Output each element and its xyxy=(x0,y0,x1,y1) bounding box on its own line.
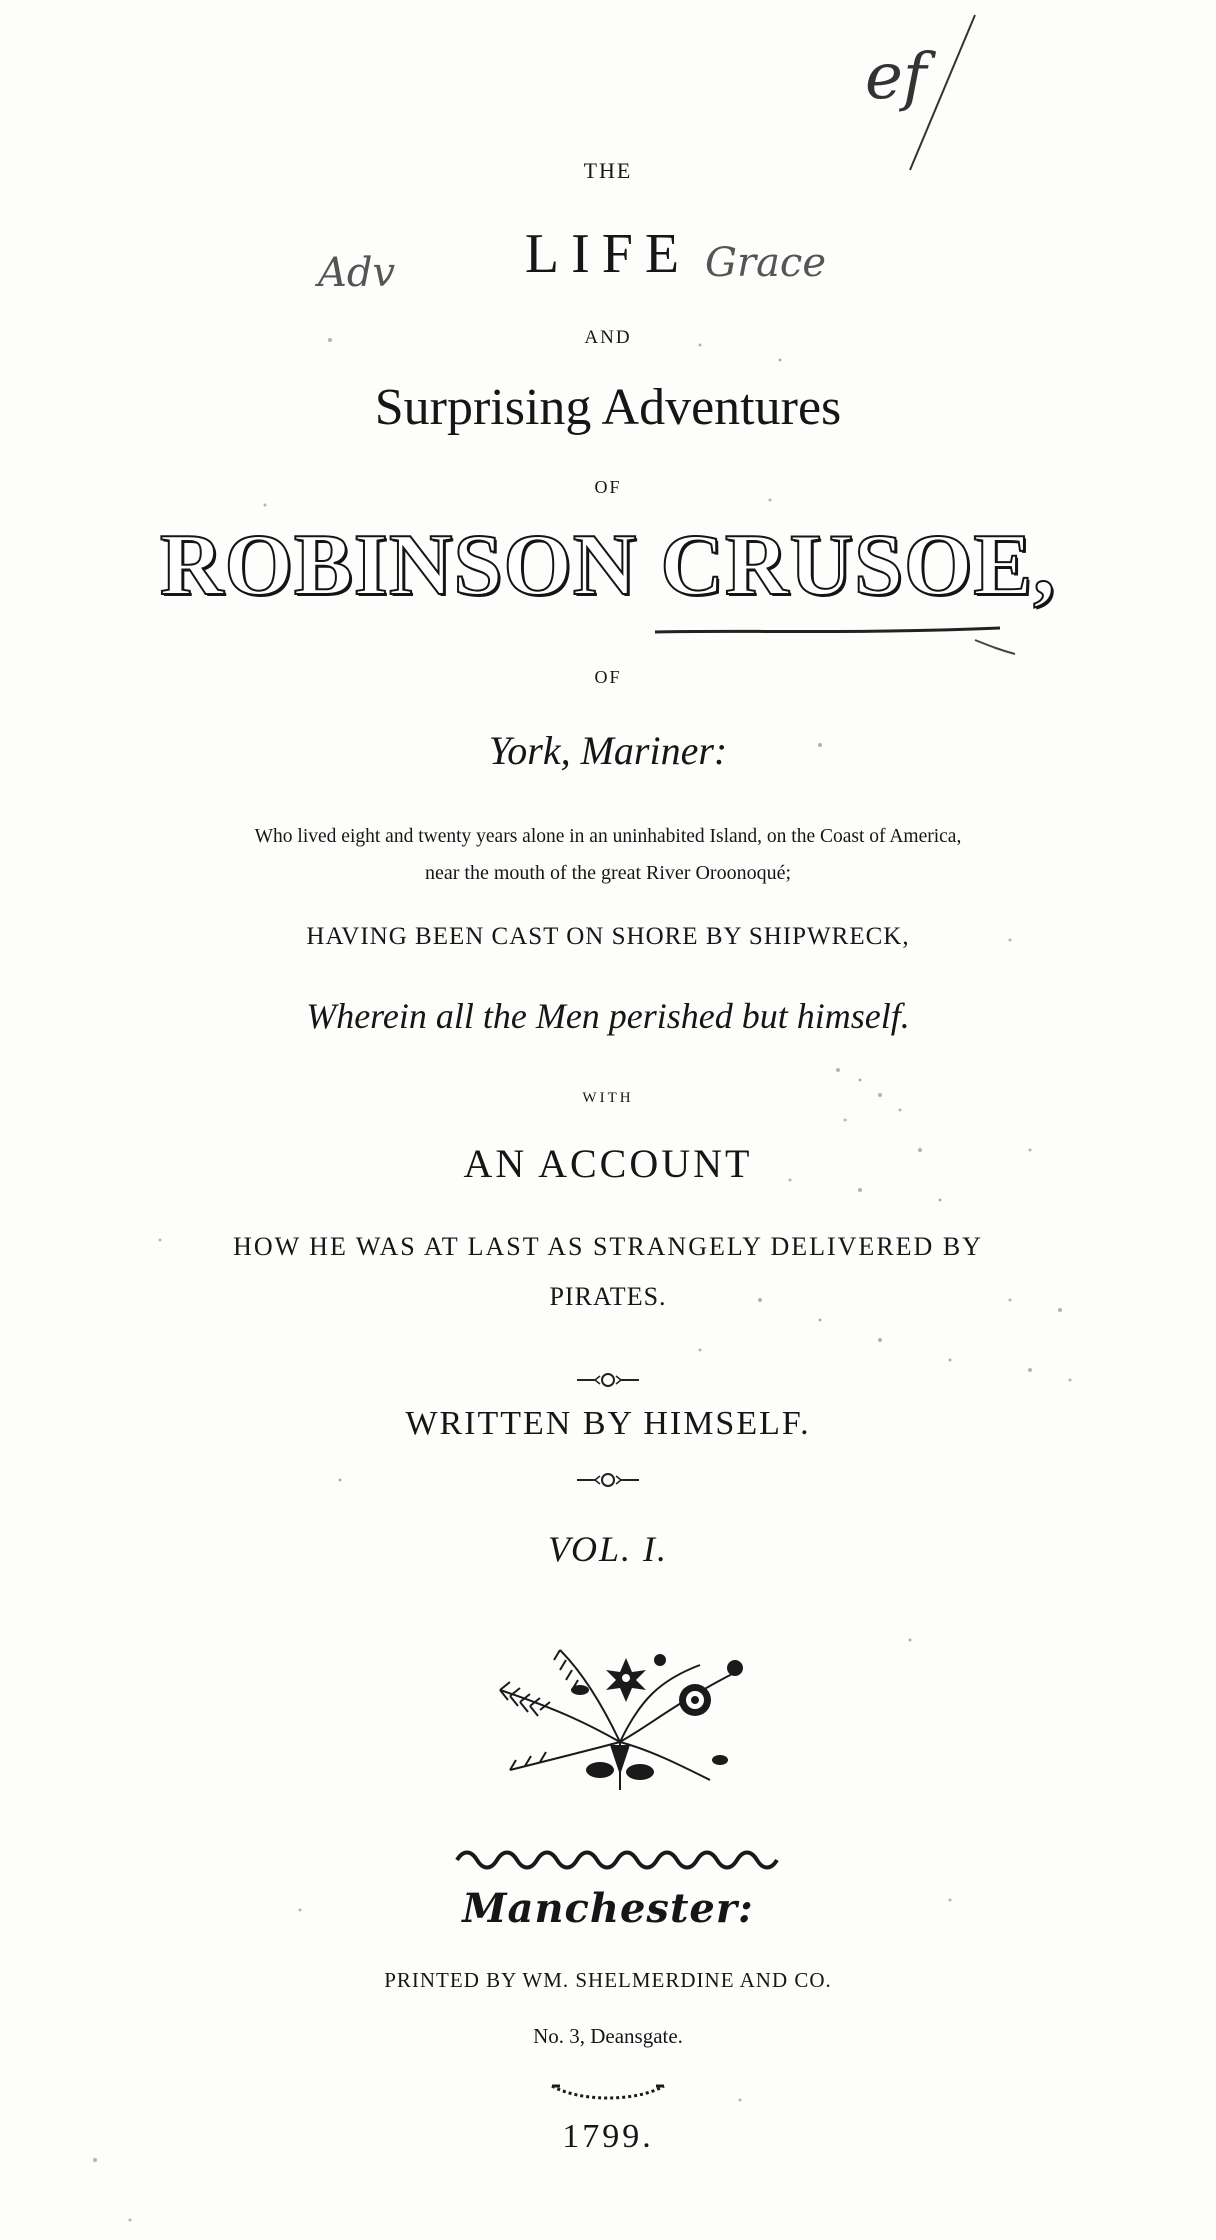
title-the: THE xyxy=(583,158,633,183)
volume-line: VOL. I. xyxy=(548,1529,668,1569)
shipwreck-line: HAVING BEEN CAST ON SHORE BY SHIPWRECK, xyxy=(306,923,910,950)
handwritten-note-left: Adv xyxy=(318,250,396,296)
title-york-mariner: York, Mariner: xyxy=(488,728,728,773)
title-robinson-crusoe: ROBINSON CRUSOE, xyxy=(159,517,1057,614)
handwritten-note-right: Grace xyxy=(705,240,826,286)
handwritten-initials: ef xyxy=(865,40,927,114)
how-he-was-line: HOW HE WAS AT LAST AS STRANGELY DELIVERED BY xyxy=(233,1232,983,1261)
written-by-himself: WRITTEN BY HIMSELF. xyxy=(405,1405,811,1442)
pirates-line: PIRATES. xyxy=(549,1282,667,1311)
an-account-line: AN ACCOUNT xyxy=(463,1141,753,1186)
title-of-2: OF xyxy=(594,667,622,687)
description-line-2: near the mouth of the great River Oroonoqué; xyxy=(425,862,791,884)
title-and: AND xyxy=(584,327,632,348)
with-line: WITH xyxy=(582,1090,634,1106)
title-of-1: OF xyxy=(594,477,622,497)
description-line-1: Who lived eight and twenty years alone in an uninhabited Island, on the Coast of America, xyxy=(254,826,962,847)
title-life: LIFE xyxy=(524,223,692,285)
perished-line: Wherein all the Men perished but himself. xyxy=(306,996,910,1036)
imprint-address: No. 3, Deansgate. xyxy=(533,2024,683,2048)
imprint-printer: PRINTED BY WM. SHELMERDINE AND CO. xyxy=(384,1968,832,1992)
title-surprising-adventures: Surprising Adventures xyxy=(374,379,842,436)
imprint-city: Manchester: xyxy=(462,1885,754,1932)
imprint-year: 1799. xyxy=(562,2118,654,2155)
